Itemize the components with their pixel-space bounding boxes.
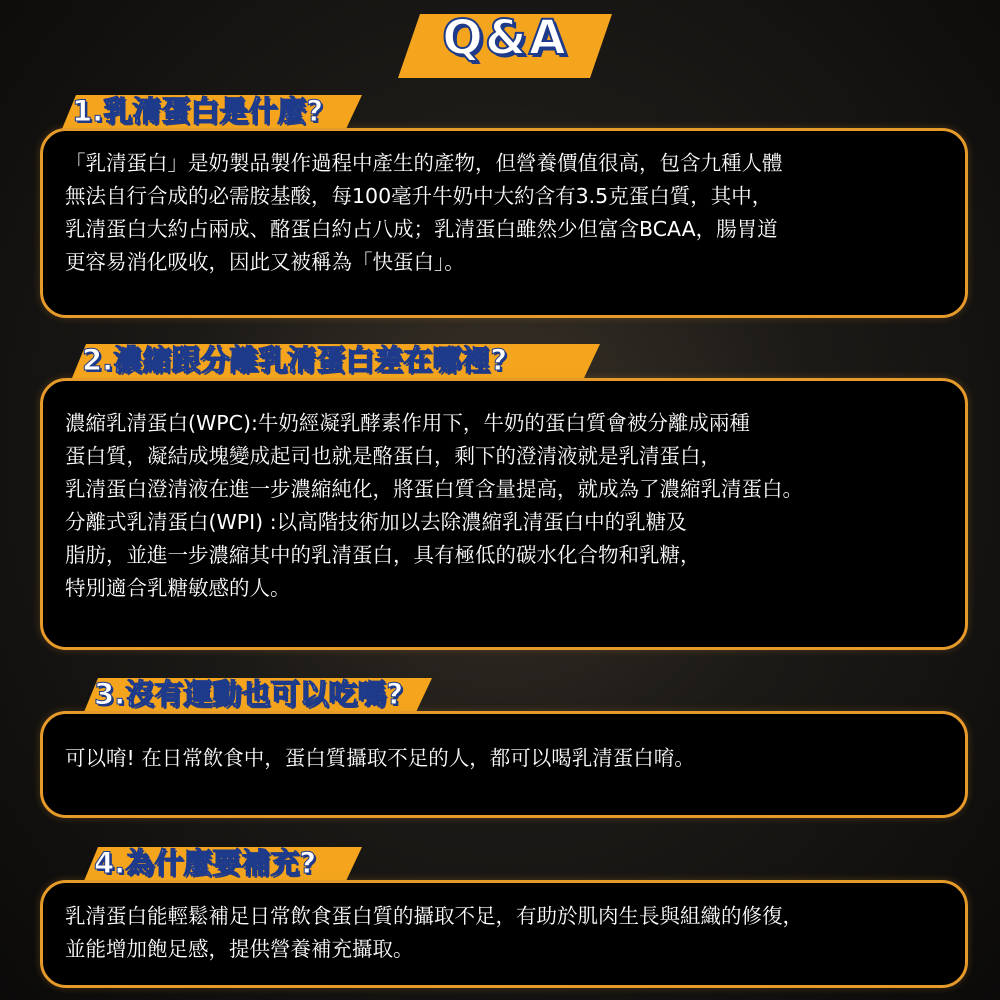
answer-2-line: 乳清蛋白澄清液在進一步濃縮純化，將蛋白質含量提高，就成為了濃縮乳清蛋白。 bbox=[65, 477, 803, 501]
answer-1-line: 更容易消化吸收，因此又被稱為「快蛋白」。 bbox=[65, 250, 465, 274]
answer-2-line: 分離式乳清蛋白(WPI) :以高階技術加以去除濃縮乳清蛋白中的乳糖及 bbox=[65, 510, 687, 534]
question-2-title: 2.濃縮跟分離乳清蛋白差在哪裡? bbox=[82, 343, 508, 377]
question-2-header bbox=[72, 342, 600, 378]
answer-1-box bbox=[40, 128, 968, 318]
answer-3-box bbox=[40, 711, 968, 818]
answer-4-line: 乳清蛋白能輕鬆補足日常飲食蛋白質的攝取不足，有助於肌肉生長與組織的修復， bbox=[65, 904, 803, 928]
question-3-title: 3.沒有運動也可以吃嗎? bbox=[94, 677, 404, 711]
answer-4-line: 並能增加飽足感，提供營養補充攝取。 bbox=[65, 937, 414, 961]
answer-1-line: 乳清蛋白大約占兩成、酪蛋白約占八成；乳清蛋白雖然少但富含BCAA，腸胃道 bbox=[65, 217, 778, 241]
answer-2-line: 蛋白質，凝結成塊變成起司也就是酪蛋白，剩下的澄清液就是乳清蛋白， bbox=[65, 444, 721, 468]
answer-2-line: 脂肪，並進一步濃縮其中的乳清蛋白，具有極低的碳水化合物和乳糖， bbox=[65, 543, 701, 567]
question-4-title: 4.為什麼要補充? bbox=[94, 846, 317, 880]
page-title: Q&A bbox=[442, 10, 568, 66]
answer-2-box bbox=[40, 378, 968, 650]
answer-2-line: 濃縮乳清蛋白(WPC):牛奶經凝乳酵素作用下，牛奶的蛋白質會被分離成兩種 bbox=[65, 411, 750, 435]
answer-3-line: 可以唷! 在日常飲食中，蛋白質攝取不足的人，都可以喝乳清蛋白唷。 bbox=[65, 746, 695, 770]
answer-1-line: 無法自行合成的必需胺基酸，每100毫升牛奶中大約含有3.5克蛋白質，其中， bbox=[65, 184, 773, 208]
question-1-header bbox=[62, 93, 362, 129]
answer-4-box bbox=[40, 880, 968, 988]
question-3-header bbox=[84, 676, 432, 712]
question-4-header bbox=[84, 845, 362, 881]
answer-1-line: 「乳清蛋白」是奶製品製作過程中產生的產物，但營養價值很高，包含九種人體 bbox=[65, 151, 783, 175]
question-1-title: 1.乳清蛋白是什麼? bbox=[72, 94, 324, 128]
answer-2-line: 特別適合乳糖敏感的人。 bbox=[65, 576, 291, 600]
